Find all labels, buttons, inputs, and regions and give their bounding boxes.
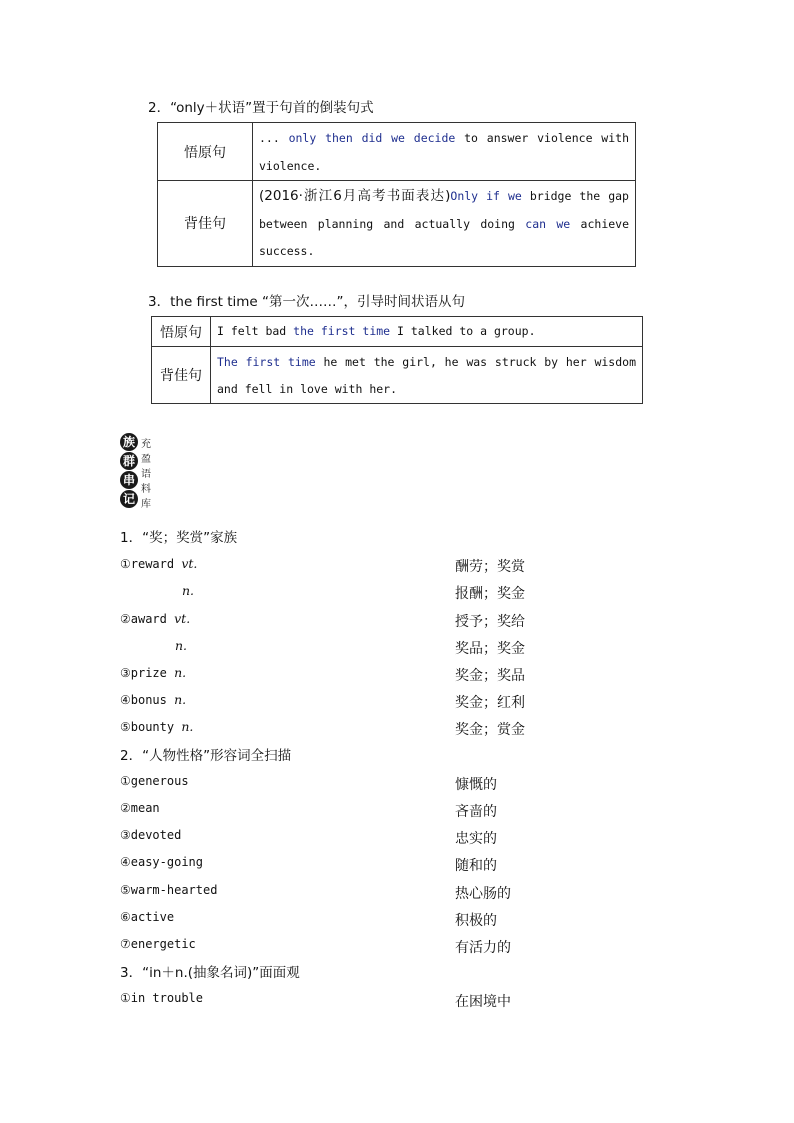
vocab-term: ⑦energetic: [120, 937, 196, 951]
vocab-word: [120, 556, 197, 571]
vocab-term: ①generous: [120, 773, 189, 788]
vocab-word: [120, 801, 160, 815]
table-row: [152, 317, 643, 347]
vocab-word: [120, 855, 203, 869]
vocab-word: [120, 692, 186, 707]
vocab-word: [120, 991, 203, 1005]
part-of-speech: n.: [174, 692, 187, 708]
list-item: [120, 937, 590, 957]
vocab-word: [120, 665, 186, 680]
list-item: [120, 665, 590, 685]
list-item: [120, 774, 590, 794]
list-item: [120, 583, 590, 603]
vocab-meaning: 有活力的: [455, 940, 511, 956]
list-item: [120, 991, 590, 1011]
row-label: 悟原句: [152, 317, 211, 347]
vocab-meaning: 吝啬的: [455, 804, 497, 820]
badge-side-2: 盈: [141, 454, 151, 465]
vocab-meaning: 奖金；红利: [455, 695, 525, 712]
text-segment: can we: [525, 216, 571, 231]
vocab-word: [120, 611, 190, 626]
text-segment: success.: [259, 244, 315, 258]
vocab-word: [120, 719, 193, 734]
badge-side-5: 库: [141, 499, 151, 510]
text-segment: Only if we: [450, 189, 522, 203]
vocab-term: ①reward: [120, 557, 182, 572]
section-2-table: [157, 122, 636, 267]
vocab-term: ⑥active: [120, 909, 175, 924]
list-item: [120, 638, 590, 658]
text-segment: the first time: [293, 324, 391, 338]
badge-char-3: 串: [120, 471, 138, 489]
text-segment: bridge the gap between planning and actually doing: [259, 189, 629, 231]
vocab-term: ①in trouble: [120, 991, 204, 1006]
vocab-word: [120, 883, 217, 897]
badge-side-1: 充: [141, 439, 151, 450]
vocab-term: ⑤warm-hearted: [120, 882, 218, 897]
vocab-word: [120, 774, 189, 788]
vocab-term: ④easy-going: [120, 855, 204, 870]
table-row: [158, 123, 636, 181]
section-3-heading: 3．the first time “第一次……”，引导时间状语从句: [148, 294, 465, 310]
part-of-speech: n.: [182, 583, 195, 599]
part-of-speech: vt.: [174, 610, 191, 626]
vocab-term: ②award: [120, 611, 175, 626]
text-segment: (2016·浙江6月高考书面表达): [259, 188, 451, 204]
vocab-term: ②mean: [120, 801, 160, 815]
part-of-speech: n.: [174, 665, 187, 680]
list-item: [120, 910, 590, 930]
vocab-meaning: 奖金；奖品: [455, 668, 525, 684]
section-2-heading: 2．“only＋状语”置于句首的倒装句式: [148, 100, 374, 116]
text-segment: The first time: [217, 355, 316, 369]
vocab-term: ④bonus: [120, 693, 175, 708]
list-item: [120, 883, 590, 903]
part-of-speech: n.: [175, 637, 188, 653]
vocab-meaning: 报酬；奖金: [455, 586, 525, 603]
text-segment: ...: [259, 131, 289, 145]
text-segment: I talked to a group.: [390, 324, 536, 338]
table-row: [158, 181, 636, 267]
list-item: [120, 692, 590, 712]
row-label: 背佳句: [152, 347, 211, 404]
text-segment: to answer violence with violence.: [259, 131, 629, 173]
group-heading: 3．“in＋n.(抽象名词)”面面观: [120, 965, 300, 982]
vocab-meaning: 忠实的: [455, 831, 497, 848]
table-row: [152, 347, 643, 404]
section-3-table: [151, 316, 643, 404]
text-segment: I felt bad: [217, 324, 294, 338]
text-segment: he met the girl, he was struck by her wisdom and fell in love with her.: [217, 355, 636, 396]
vocab-meaning: 奖品；奖金: [455, 640, 525, 657]
badge-char-1: 族: [120, 433, 138, 451]
badge-char-2: 群: [120, 452, 138, 470]
badge-side-4: 料: [141, 484, 151, 495]
vocab-word: [120, 828, 181, 842]
vocab-meaning: 随和的: [455, 858, 497, 875]
row-text: [253, 181, 636, 267]
vocab-meaning: 积极的: [455, 912, 497, 929]
list-item: [120, 611, 590, 631]
text-segment: only then did we decide: [288, 131, 456, 145]
vocab-meaning: 酬劳；奖赏: [455, 559, 525, 576]
vocab-meaning: 授予；奖给: [455, 613, 525, 630]
badge-char-4: 记: [120, 490, 138, 508]
vocab-meaning: 在困境中: [455, 994, 511, 1011]
text-segment: achieve: [570, 216, 630, 231]
vocab-meaning: 奖金；赏金: [455, 722, 525, 739]
row-text: [211, 317, 643, 347]
row-text: [253, 123, 636, 181]
list-item: [120, 828, 590, 848]
badge-side-3: 语: [141, 469, 151, 480]
vocab-meaning: 热心肠的: [455, 885, 511, 902]
vocab-term: ③prize: [120, 666, 175, 680]
group-heading: 2．“人物性格”形容词全扫描: [120, 747, 292, 764]
row-text: [211, 347, 643, 404]
row-label: 悟原句: [158, 123, 253, 181]
vocab-word: [120, 937, 196, 951]
vocab-term: ⑤bounty: [120, 720, 182, 735]
part-of-speech: n.: [181, 719, 194, 735]
vocab-word: [175, 638, 187, 653]
part-of-speech: vt.: [181, 556, 198, 572]
group-heading: 1．“奖；奖赏”家族: [120, 530, 238, 546]
list-item: [120, 719, 590, 739]
vocab-word: [120, 910, 174, 924]
list-item: [120, 801, 590, 821]
list-item: [120, 855, 590, 875]
row-label: 背佳句: [158, 181, 253, 267]
vocab-meaning: 慷慨的: [455, 776, 497, 793]
vocab-term: ③devoted: [120, 828, 182, 843]
vocab-word: [182, 583, 194, 598]
list-item: [120, 556, 590, 576]
